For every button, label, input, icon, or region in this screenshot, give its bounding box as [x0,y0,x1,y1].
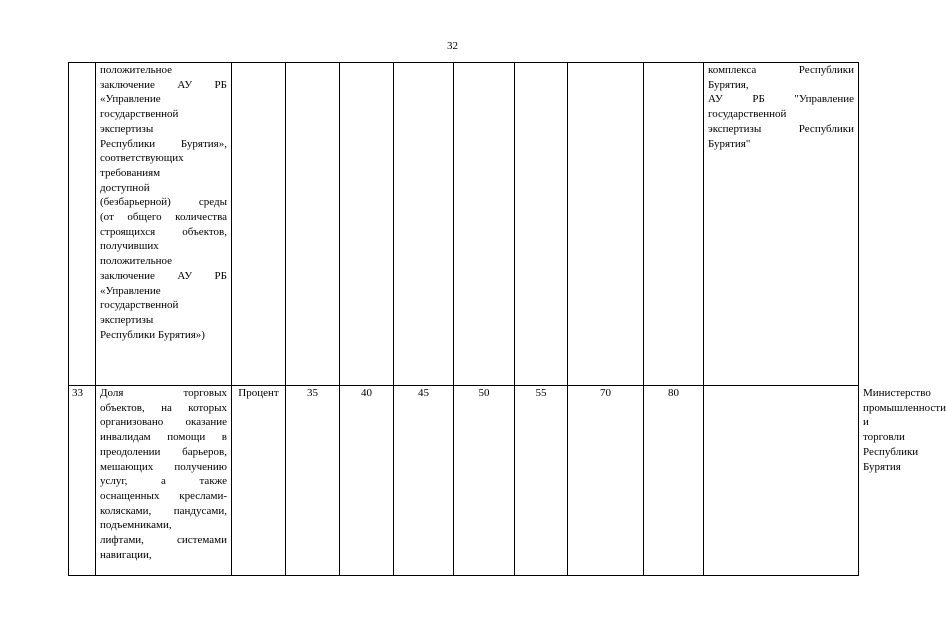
text-line: инвалидам помощи в [100,431,227,444]
value-cell [644,63,704,386]
text-line: преодолении барьеров, [100,445,227,458]
indicator-table [68,62,946,576]
unit-cell: Процент [232,386,286,576]
text-line: соответствующих [100,152,184,165]
text-line: государственной [708,108,787,121]
indicator-cell [96,63,232,386]
text-line: Республики Бурятия», [100,137,227,150]
text-line: доступной [100,181,150,194]
text-line: лифтами, системами [100,534,227,547]
value-cell: 45 [394,386,454,576]
text-line: положительное [100,64,173,76]
value-cell [454,63,515,386]
text-line: требованиям [100,166,161,179]
text-line: АУ РБ "Управление [708,93,854,106]
text-line: навигации, [100,548,152,561]
text-line: Бурятия" [708,137,751,150]
text-line: мешающих получению [100,460,227,473]
text-line: экспертизы Республики [708,122,854,135]
text-line: организовано оказание [100,416,227,429]
text-line: экспертизы [100,122,154,135]
text-line: государственной [100,108,179,121]
unit-cell [232,63,286,386]
value-cell: 55 [515,386,568,576]
text-line: «Управление [100,93,161,106]
text-line: (от общего количества [100,211,227,224]
text-line: услуг, а также [100,475,227,488]
value-cell [568,63,644,386]
value-cell: 70 [568,386,644,576]
text-line: комплекса Республики [708,64,854,76]
text-line: заключение АУ РБ [100,269,227,282]
row-number-cell [69,63,96,386]
value-cell: 35 [286,386,340,576]
row-number-cell: 33 [69,386,96,576]
table-row [69,63,859,386]
text-line: (безбарьерной) среды [100,196,227,209]
value-cell: 40 [340,386,394,576]
value-cell [394,63,454,386]
text-line: Доля торговых [100,387,227,399]
text-line: подъемниками, [100,519,172,532]
value-cell [515,63,568,386]
text-line: строящихся объектов, [100,225,227,238]
text-line: «Управление [100,284,161,297]
responsible-cell [704,63,859,386]
text-line: экспертизы [100,313,154,326]
value-cell [704,386,859,576]
value-cell [286,63,340,386]
text-line: положительное [100,255,173,268]
table-row: 33 Доля торговых объектов, на которых организовано оказание инвалидам помощи в преодолении барьеров, мешающих получению услуг, а также оснащенных креслами- колясками, пандусами, подъемниками, лифтами, системами навигации, Процент 35 40 45 50 55 70 80 Министерство промышленности и торговли Республики Бурятия [69,386,859,576]
indicator-cell [96,386,232,576]
page-number: 32 [447,40,458,52]
value-cell: 80 [644,386,704,576]
text-line: заключение АУ РБ [100,78,227,91]
text-line: получивших [100,240,159,253]
value-cell [340,63,394,386]
text-line: объектов, на которых [100,401,227,414]
text-line: оснащенных креслами- [100,489,227,502]
text-line: Республики Бурятия») [100,328,205,341]
text-line: государственной [100,299,179,312]
text-line: Бурятия, [708,78,749,91]
value-cell: 50 [454,386,515,576]
text-line: колясками, пандусами, [100,504,227,517]
